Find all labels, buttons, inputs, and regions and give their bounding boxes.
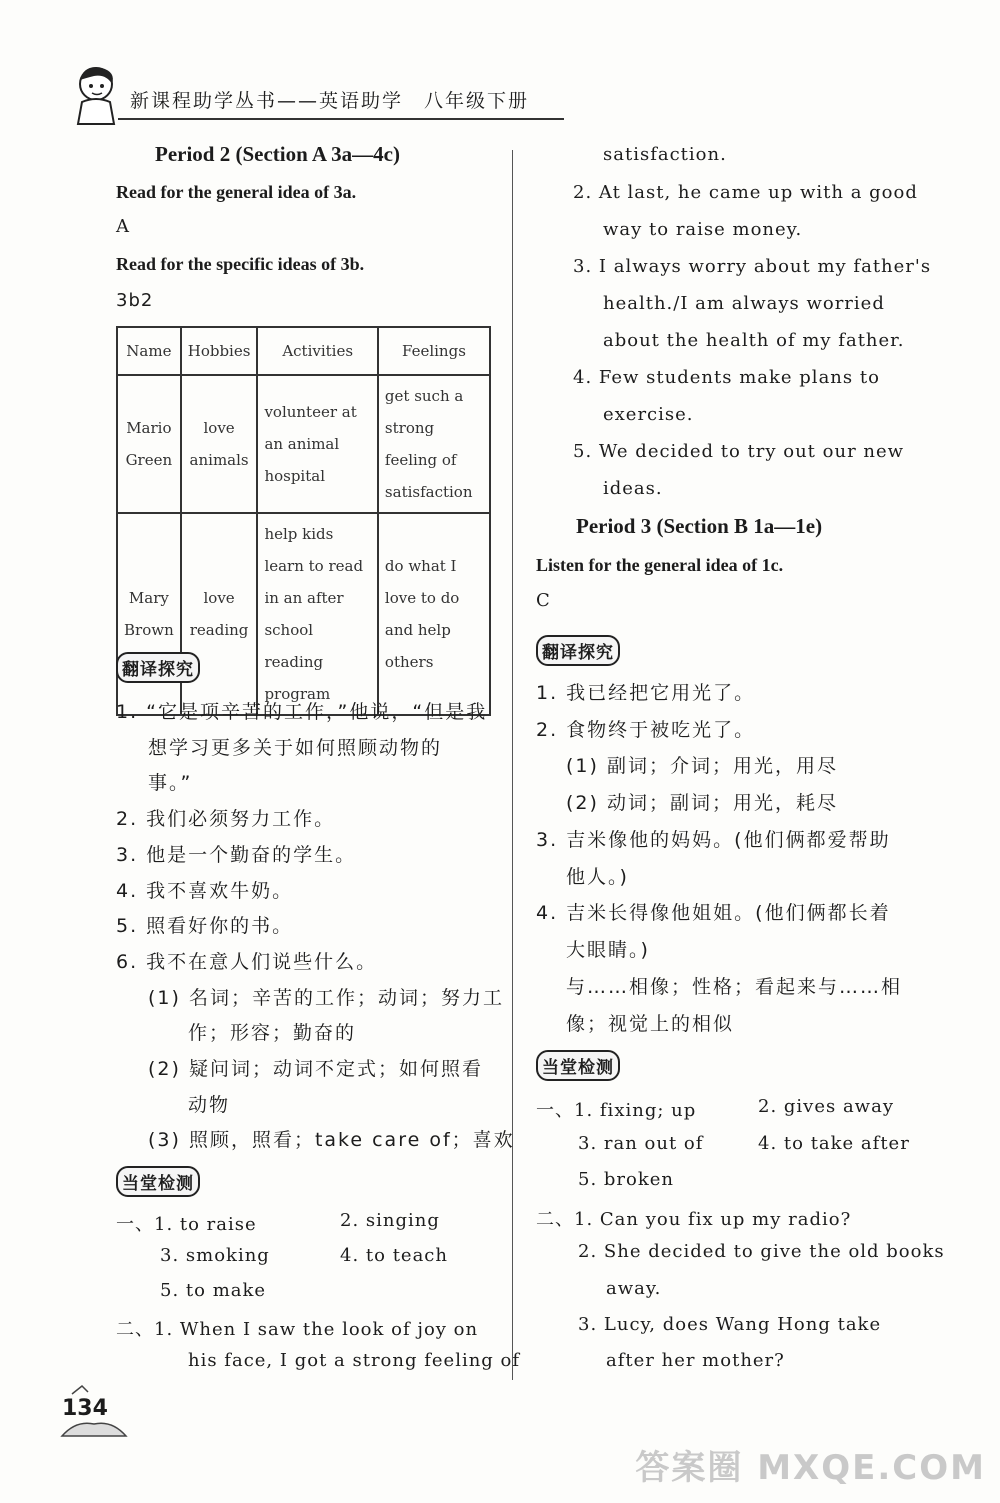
check-line: away. (606, 1278, 662, 1299)
table-cell: get such a strong feeling of satisfaction (378, 375, 490, 513)
translate-line: 1. 我已经把它用光了。 (536, 682, 756, 704)
translate-line: 事。” (148, 772, 193, 794)
translate-line: 4. 我不喜欢牛奶。 (116, 880, 294, 902)
check-tag-left: 当堂检测 (116, 1166, 200, 1197)
watermark: 答案圈 MXQE.COM (635, 1448, 986, 1488)
column-divider (512, 150, 513, 1380)
translate-line: 5. 照看好你的书。 (116, 915, 294, 937)
table-cell: Mario Green (117, 375, 181, 513)
check-line: 二、1. When I saw the look of joy on (116, 1319, 479, 1340)
cont-line: health./I am always worried (603, 293, 885, 314)
translate-line: 大眼睛。) (566, 939, 650, 961)
translate-line: 作；形容；勤奋的 (188, 1022, 357, 1044)
translate-line: (2) 疑问词；动词不定式；如何照看 (148, 1058, 483, 1080)
translate-line: 他人。) (566, 866, 629, 888)
translate-line: 3. 吉米像他的妈妈。(他们俩都爱帮助 (536, 829, 891, 851)
general-idea-answer: A (116, 216, 130, 237)
cont-line: about the health of my father. (603, 330, 905, 351)
table-header-activities: Activities (257, 327, 377, 375)
translate-line: 2. 食物终于被吃光了。 (536, 719, 756, 741)
table-label: 3b2 (116, 290, 154, 311)
listen-label: Listen for the general idea of 1c. (536, 555, 784, 575)
table-cell: love animals (181, 375, 258, 513)
table-header-feelings: Feelings (378, 327, 490, 375)
check-line: 3. smoking (160, 1245, 270, 1266)
table-header-name: Name (117, 327, 181, 375)
period2-title: Period 2 (Section A 3a—4c) (155, 142, 400, 166)
table-header-hobbies: Hobbies (181, 327, 258, 375)
translate-line: 3. 他是一个勤奋的学生。 (116, 844, 357, 866)
table-cell: Mary Brown (117, 513, 181, 715)
page-number: 134 (62, 1396, 108, 1421)
table-cell: do what I love to do and help others (378, 513, 490, 715)
cont-line: exercise. (603, 404, 694, 425)
header-title: 新课程助学丛书——英语助学 八年级下册 (130, 90, 530, 112)
check-line: 4. to take after (758, 1133, 910, 1154)
check-line: 3. Lucy, does Wang Hong take (578, 1314, 882, 1335)
header-rule (118, 118, 564, 120)
cont-line: 2. At last, he came up with a good (573, 182, 918, 203)
translate-line: (3) 照顾，照看；take care of；喜欢 (148, 1129, 515, 1151)
translate-line: 1. “它是项辛苦的工作，”他说，“但是我 (116, 701, 488, 723)
check-line: 5. broken (578, 1169, 675, 1190)
check-line: 二、1. Can you fix up my radio? (536, 1209, 852, 1230)
translate-line: 动物 (188, 1094, 231, 1116)
cont-line: ideas. (603, 478, 663, 499)
translate-line: (2) 动词；副词；用光，耗尽 (566, 792, 838, 814)
check-line: 3. ran out of (578, 1133, 704, 1154)
check-tag-right: 当堂检测 (536, 1050, 620, 1081)
cont-line: 5. We decided to try out our new (573, 441, 905, 462)
translate-line: 4. 吉米长得像他姐姐。(他们俩都长着 (536, 902, 891, 924)
check-line: 5. to make (160, 1280, 267, 1301)
check-line: 一、1. fixing; up (536, 1100, 697, 1121)
check-line: 2. singing (340, 1210, 440, 1231)
translate-line: 像；视觉上的相似 (566, 1013, 735, 1035)
translate-line: 2. 我们必须努力工作。 (116, 808, 336, 830)
translate-tag-left: 翻译探究 (116, 652, 200, 683)
check-line: after her mother? (606, 1350, 785, 1371)
translate-tag-right: 翻译探究 (536, 635, 620, 666)
table-cell: love reading (181, 513, 258, 715)
cont-line: 3. I always worry about my father's (573, 256, 932, 277)
check-line: 2. She decided to give the old books (578, 1241, 945, 1262)
translate-line: (1) 副词；介词；用光，用尽 (566, 755, 838, 777)
check-line: 2. gives away (758, 1096, 894, 1117)
check-line: 4. to teach (340, 1245, 448, 1266)
general-idea-label: Read for the general idea of 3a. (116, 182, 357, 202)
table-cell: help kids learn to read in an after school reading program (257, 513, 377, 715)
period3-title: Period 3 (Section B 1a—1e) (576, 514, 823, 538)
cont-line: 4. Few students make plans to (573, 367, 880, 388)
translate-line: 想学习更多关于如何照顾动物的 (148, 737, 443, 759)
translate-line: 6. 我不在意人们说些什么。 (116, 951, 378, 973)
translate-line: 与……相像；性格；看起来与……相 (566, 976, 903, 998)
cont-line: satisfaction. (603, 144, 727, 165)
table-cell: volunteer at an animal hospital (257, 375, 377, 513)
check-line: his face, I got a strong feeling of (188, 1350, 521, 1371)
check-line: 一、1. to raise (116, 1214, 257, 1235)
cont-line: way to raise money. (603, 219, 803, 240)
specific-ideas-label: Read for the specific ideas of 3b. (116, 254, 365, 274)
translate-line: (1) 名词；辛苦的工作；动词；努力工 (148, 987, 504, 1009)
mascot-icon (72, 62, 124, 128)
listen-answer: C (536, 590, 551, 611)
